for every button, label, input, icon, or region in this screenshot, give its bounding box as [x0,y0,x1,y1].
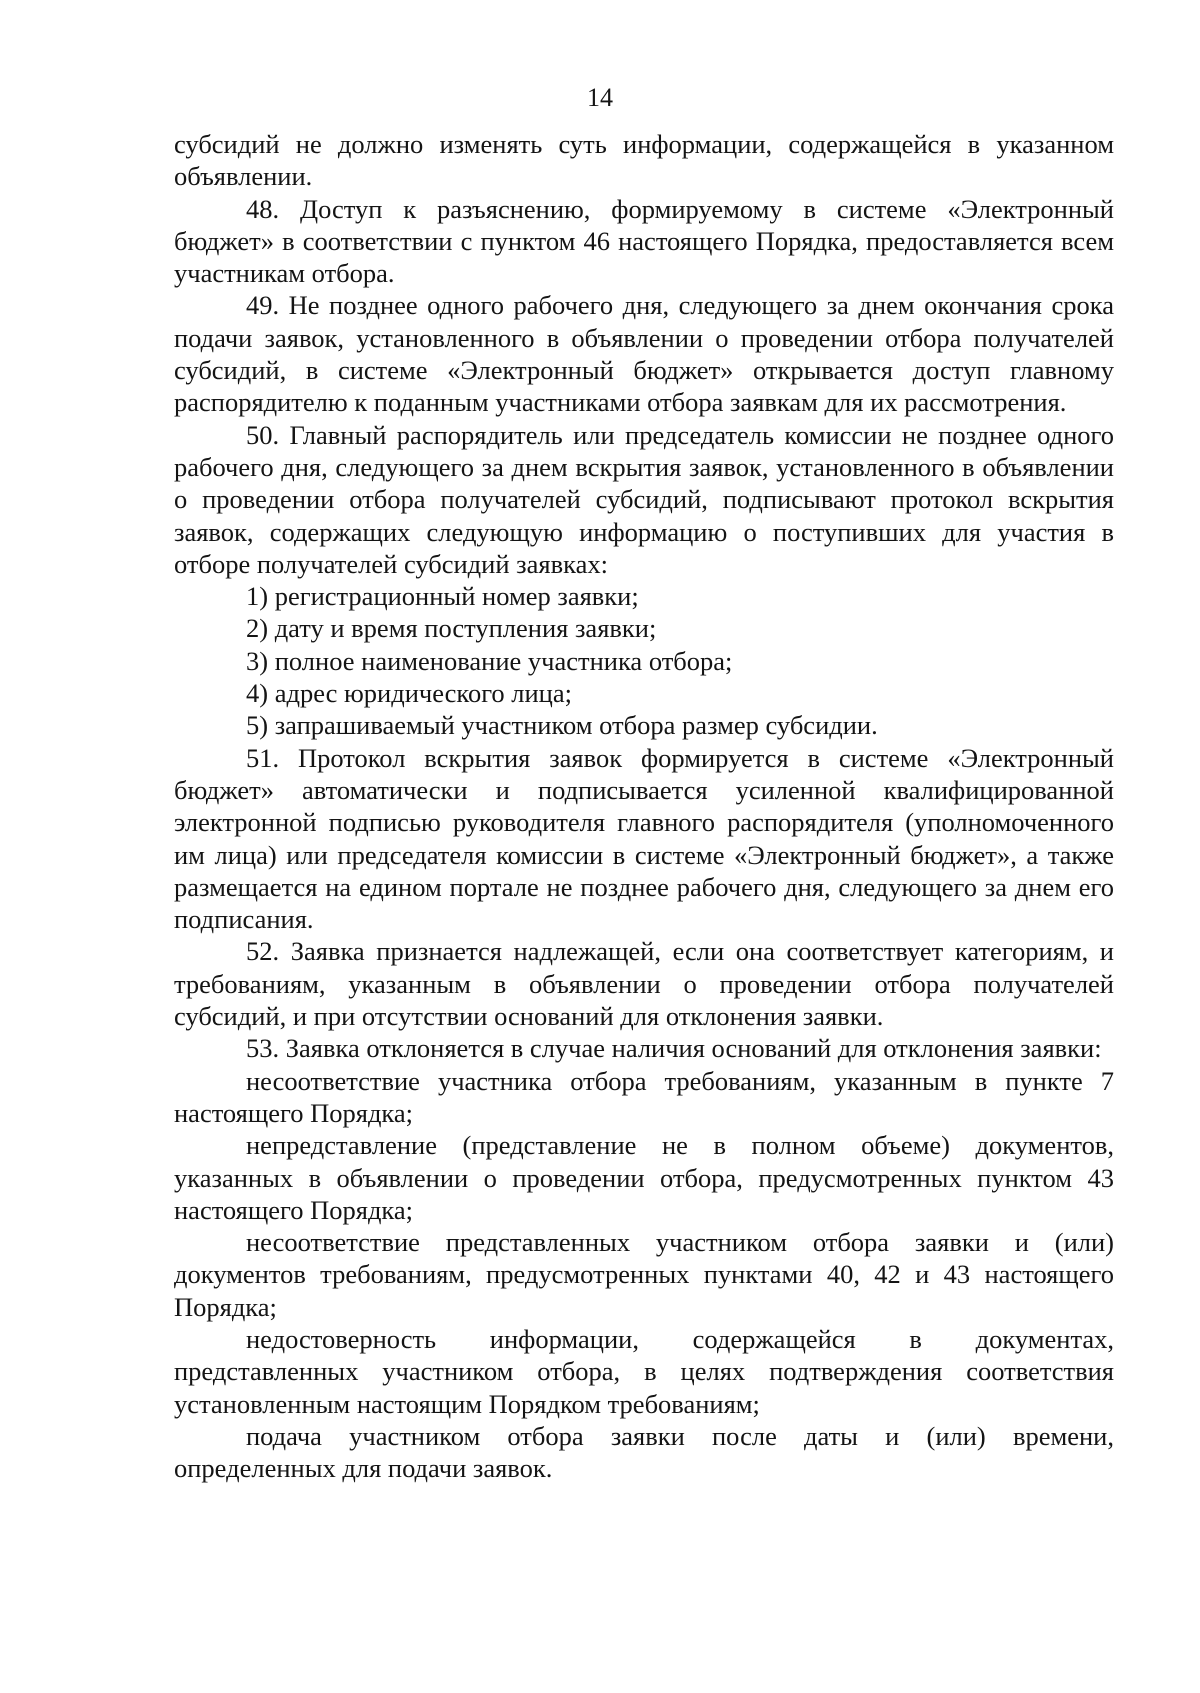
rejection-ground-1: несоответствие участника отбора требованиям, указанным в пункте 7 настоящего Порядка; [174,1065,1114,1128]
paragraph-52: 52. Заявка признается надлежащей, если она соответствует категориям, и требованиям, указанным в объявлении о проведении отбора получателей субсидий, и при отсутствии оснований для отклонения заявки. [174,936,1114,1032]
document-body [174,128,1114,1484]
paragraph-continuation: субсидий не должно изменять суть информации, содержащейся в указанном объявлении. [174,129,1114,192]
list-item-4: 4) адрес юридического лица; [246,678,572,709]
list-item-3: 3) полное наименование участника отбора; [246,645,733,676]
paragraph-51: 51. Протокол вскрытия заявок формируется в системе «Электронный бюджет» автоматически и подписывается усиленной квалифицированной электронной подписью руководителя главного распорядителя (уполномоченного им лица) или председателя комиссии в системе «Электронный бюджет», а также размещается на едином портале не позднее рабочего дня, следующего за днем его подписания. [174,742,1114,935]
rejection-ground-4: недостоверность информации, содержащейся в документах, представленных участником отбора, в целях подтверждения соответствия установленным настоящим Порядком требованиям; [174,1323,1114,1419]
list-item-5: 5) запрашиваемый участником отбора размер субсидии. [246,710,878,741]
rejection-ground-2: непредставление (представление не в полном объеме) документов, указанных в объявлении о проведении отбора, предусмотренных пунктом 43 настоящего Порядка; [174,1130,1114,1225]
paragraph-50: 50. Главный распорядитель или председатель комиссии не позднее одного рабочего дня, следующего за днем вскрытия заявок, установленного в объявлении о проведении отбора получателей субсидий, подписывают протокол вскрытия заявок, содержащих следующую информацию о поступивших для участия в отборе получателей субсидий заявках: [174,419,1114,579]
list-item-1: 1) регистрационный номер заявки; [246,581,639,612]
paragraph-53: 53. Заявка отклоняется в случае наличия оснований для отклонения заявки: [246,1033,1102,1064]
list-item-2: 2) дату и время поступления заявки; [246,613,657,644]
paragraph-49: 49. Не позднее одного рабочего дня, следующего за днем окончания срока подачи заявок, установленного в объявлении о проведении отбора получателей субсидий, в системе «Электронный бюджет» открывается доступ главному распорядителю к поданным участниками отбора заявкам для их рассмотрения. [174,290,1114,418]
paragraph-48: 48. Доступ к разъяснению, формируемому в системе «Электронный бюджет» в соответствии с пунктом 46 настоящего Порядка, предоставляется всем участникам отбора. [174,193,1114,289]
rejection-ground-3: несоответствие представленных участником отбора заявки и (или) документов требованиям, предусмотренных пунктами 40, 42 и 43 настоящего Порядка; [174,1227,1114,1322]
rejection-ground-5: подача участником отбора заявки после даты и (или) времени, определенных для подачи заявок. [174,1420,1114,1484]
page-number: 14 [587,83,613,112]
